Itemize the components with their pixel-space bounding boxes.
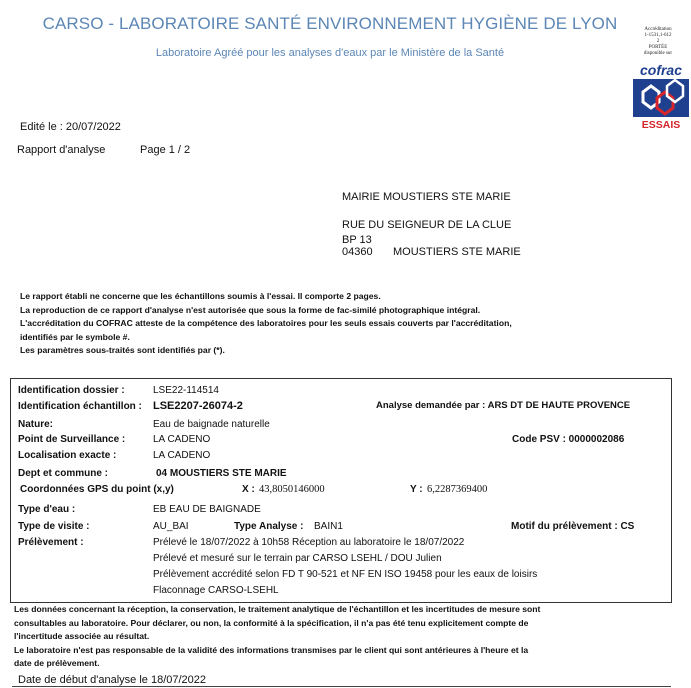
page-number: Page 1 / 2 [140,144,191,156]
dossier-value: LSE22-114514 [153,385,219,396]
motif-prelevement: Motif du prélèvement : CS [511,521,635,532]
recipient-postcode: 04360 [342,246,373,258]
visite-value: AU_BAI [153,521,189,532]
cofrac-logo [630,62,691,130]
lab-title: CARSO - LABORATOIRE SANTÉ ENVIRONNEMENT HYGIÈNE DE LYON [42,14,618,33]
accreditation-line: 2 [656,39,660,44]
localisation-value: LA CADENO [153,450,211,461]
dept-label: Dept et commune : [18,468,109,479]
report-notice [20,290,512,358]
dept-value: 04 MOUSTIERS STE MARIE [156,468,287,479]
accreditation-text [626,27,690,57]
footer-notice-line: consultables au laboratoire. Pour déclarer, ou non, la conformité à la spécification, il n'a pas été tenu explicitement compte de [14,617,529,628]
demandee-par: Analyse demandée par : ARS DT DE HAUTE PROVENCE [376,400,631,411]
code-psv: Code PSV : 0000002086 [512,434,625,445]
notice-line: identifiés par le symbole #. [20,331,130,342]
point-value: LA CADENO [153,434,211,445]
recipient-name: MAIRIE MOUSTIERS STE MARIE [342,191,511,203]
footer-notice-line: date de prélèvement. [14,658,100,668]
prelevement-line: Flaconnage CARSO-LSEHL [153,585,279,596]
footer-notice-line: Les données concernant la réception, la conservation, le traitement analytique de l'échantillon et les incertitudes de mesure sont [14,604,541,614]
footer-notice-line: Le laboratoire n'est pas responsable de la validité des informations transmises par le client qui sont antérieures à l'heure et la [14,644,529,655]
recipient-city: MOUSTIERS STE MARIE [393,246,521,258]
notice-line: Les paramètres sous-traités sont identifiés par (*). [20,345,225,355]
cofrac-essais-text: ESSAIS [641,119,681,130]
bottom-divider [12,686,671,687]
notice-line: Le rapport établi ne concerne que les échantillons soumis à l'essai. Il comporte 2 pages. [20,291,381,301]
accreditation-line: disponible sur [643,51,673,56]
gps-y-value: 6,2287369400 [427,484,488,495]
nature-value: Eau de baignade naturelle [153,419,270,430]
prelevement-label: Prélèvement : [18,537,84,548]
nature-label: Nature: [18,419,54,430]
prelevement-line: Prélevé le 18/07/2022 à 10h58 Réception au laboratoire le 18/07/2022 [153,537,465,548]
cofrac-logo-text: cofrac [639,62,683,78]
prelevement-line: Prélevé et mesuré sur le terrain par CARSO LSEHL / DOU Julien [153,553,442,564]
gps-x-label: X : [242,484,255,495]
notice-line: La reproduction de ce rapport d'analyse n'est autorisée que sous la forme de fac-similé photographique intégral. [20,304,481,315]
footer-notice-line: l'incertitude associée au résultat. [14,631,150,641]
echantillon-label: Identification échantillon : [18,401,142,412]
accreditation-line: PORTÉE [648,45,668,50]
echantillon-value: LSE2207-26074-2 [153,400,243,412]
analysis-start-date: Date de début d'analyse le 18/07/2022 [18,674,207,686]
accreditation-line: Accréditation [644,27,672,32]
type-eau-value: EB EAU DE BAIGNADE [153,504,261,515]
edit-date: Edité le : 20/07/2022 [20,121,121,133]
footer-notice [14,603,540,671]
prelevement-line: Prélèvement accrédité selon FD T 90-521 et NF EN ISO 19458 pour les eaux de loisirs [153,569,538,580]
recipient-bp: BP 13 [342,234,372,246]
notice-line: L'accréditation du COFRAC atteste de la compétence des laboratoires pour les seuls essais couverts par l'accréditation, [20,318,512,328]
report-label: Rapport d'analyse [17,144,106,156]
type-eau-label: Type d'eau : [18,504,76,515]
lab-subtitle: Laboratoire Agréé pour les analyses d'eaux par le Ministère de la Santé [155,47,505,59]
point-label: Point de Surveillance : [18,434,126,445]
recipient-street: RUE DU SEIGNEUR DE LA CLUE [342,219,512,231]
analyse-label: Type Analyse : [234,521,304,532]
accreditation-line: 1-1531,1-612 [644,33,672,38]
visite-label: Type de visite : [18,521,90,532]
gps-x-value: 43,8050146000 [259,484,325,495]
dossier-label: Identification dossier : [18,385,125,396]
analyse-value: BAIN1 [314,521,343,532]
localisation-label: Localisation exacte : [18,450,117,461]
gps-y-label: Y : [410,484,423,495]
gps-label: Coordonnées GPS du point (x,y) [20,484,174,495]
